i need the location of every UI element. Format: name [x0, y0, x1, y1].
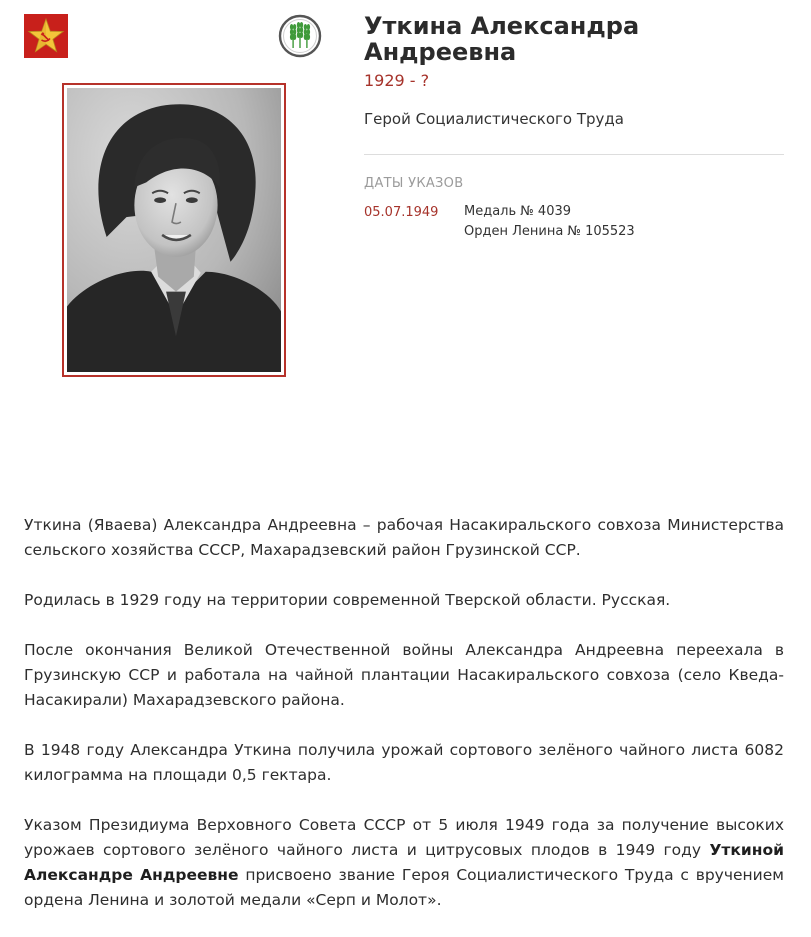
- hero-title: Герой Социалистического Труда: [364, 110, 624, 128]
- hero-name: [364, 13, 784, 65]
- hero-name-line2: Андреевна: [364, 38, 517, 66]
- wheat-ears-icon: [278, 14, 322, 58]
- decree-date: 05.07.1949: [364, 205, 439, 220]
- portrait-photo: [62, 83, 286, 377]
- bio-paragraph-1: Уткина (Яваева) Александра Андреевна – рабочая Насакиральского совхоза Министерства сельского хозяйства СССР, Махарадзевский район Грузинской ССР.: [24, 516, 784, 559]
- bio-paragraph-4: В 1948 году Александра Уткина получила урожай сортового зелёного чайного листа 6082 килограмма на площади 0,5 гектара.: [24, 741, 784, 784]
- bio-paragraph-2: Родилась в 1929 году на территории современной Тверской области. Русская.: [24, 591, 671, 609]
- decree-row: [364, 205, 784, 242]
- divider: [364, 154, 784, 155]
- bio-p5-bold-name: Уткиной Александре Андреевне: [24, 841, 784, 884]
- hero-info: [364, 13, 784, 242]
- decrees-label: ДАТЫ УКАЗОВ: [364, 176, 464, 191]
- hero-star-icon[interactable]: [24, 14, 68, 58]
- bio-p5-start: Указом Президиума Верховного Совета СССР от 5 июля 1949 года за получение высоких урожаев сортового зелёного чайного листа и цитрусовых плодов в 1949 году: [24, 816, 784, 859]
- biography: [24, 513, 784, 937]
- bio-paragraph-5: [24, 813, 784, 913]
- hero-name-line1: Уткина Александра: [364, 12, 640, 40]
- bio-p5-end: присвоено звание Героя Социалистического Труда с вручением ордена Ленина и золотой медали «Серп и Молот».: [24, 866, 784, 909]
- decree-award-order: Орден Ленина № 105523: [464, 224, 635, 239]
- bio-paragraph-3: После окончания Великой Отечественной войны Александра Андреевна переехала в Грузинскую ССР и работала на чайной плантации Насакиральского совхоза (село Кведа-Насакирали) Махарадзевского района.: [24, 641, 784, 709]
- life-years: 1929 - ?: [364, 71, 430, 90]
- decree-award-medal: Медаль № 4039: [464, 204, 572, 219]
- decree-awards: [464, 202, 635, 242]
